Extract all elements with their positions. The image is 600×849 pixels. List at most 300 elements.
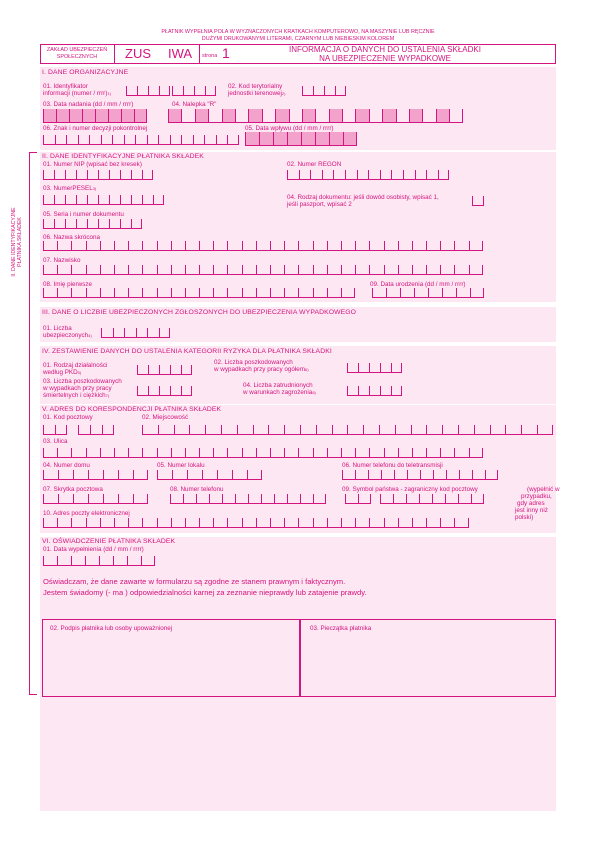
input-cell[interactable] bbox=[128, 448, 142, 458]
input-cell[interactable] bbox=[274, 494, 287, 504]
input-cell[interactable] bbox=[313, 448, 327, 458]
input-cell[interactable] bbox=[327, 288, 341, 298]
input-cell[interactable] bbox=[287, 170, 299, 180]
input-cell[interactable] bbox=[142, 288, 156, 298]
input-cell[interactable] bbox=[112, 135, 124, 145]
input-cell[interactable] bbox=[284, 448, 298, 458]
input-cell[interactable] bbox=[108, 109, 121, 123]
input-cell[interactable] bbox=[426, 518, 440, 528]
input-cell[interactable] bbox=[100, 288, 114, 298]
input-cell[interactable] bbox=[428, 288, 442, 298]
input-cell[interactable] bbox=[181, 386, 192, 396]
input-cell[interactable] bbox=[43, 135, 55, 145]
input-cell[interactable] bbox=[142, 448, 156, 458]
input-cell[interactable] bbox=[181, 109, 194, 123]
input-cell[interactable] bbox=[438, 170, 450, 180]
input-cell[interactable] bbox=[109, 170, 120, 180]
input-cell[interactable] bbox=[270, 518, 284, 528]
input-cell[interactable] bbox=[57, 241, 71, 251]
input-cell[interactable] bbox=[302, 86, 313, 96]
input-cell[interactable] bbox=[205, 86, 216, 96]
input-cell[interactable] bbox=[446, 470, 459, 480]
input-cell[interactable] bbox=[57, 556, 71, 566]
s2-f04-cell[interactable] bbox=[472, 196, 484, 206]
input-cell[interactable] bbox=[43, 425, 55, 435]
input-cell[interactable] bbox=[270, 241, 284, 251]
input-cell[interactable] bbox=[335, 86, 346, 96]
input-cell[interactable] bbox=[185, 288, 199, 298]
input-cell[interactable] bbox=[222, 109, 235, 123]
input-cell[interactable] bbox=[54, 170, 65, 180]
input-cell[interactable] bbox=[76, 195, 87, 205]
input-cell[interactable] bbox=[322, 170, 334, 180]
input-cell[interactable] bbox=[100, 448, 114, 458]
input-cell[interactable] bbox=[358, 494, 371, 504]
input-cell[interactable] bbox=[171, 288, 185, 298]
input-cell[interactable] bbox=[414, 288, 428, 298]
input-cell[interactable] bbox=[148, 86, 159, 96]
input-cell[interactable] bbox=[202, 470, 217, 480]
s5-f01-cells-a[interactable] bbox=[43, 425, 67, 435]
s1-f04-cells[interactable] bbox=[168, 109, 463, 123]
input-cell[interactable] bbox=[268, 425, 284, 435]
input-cell[interactable] bbox=[395, 425, 411, 435]
input-cell[interactable] bbox=[245, 132, 259, 146]
input-cell[interactable] bbox=[114, 518, 128, 528]
s2-f09-cells[interactable] bbox=[372, 288, 484, 298]
s4-f02-cells[interactable] bbox=[347, 363, 402, 373]
input-cell[interactable] bbox=[474, 425, 490, 435]
input-cell[interactable] bbox=[128, 288, 142, 298]
input-cell[interactable] bbox=[73, 494, 88, 504]
input-cell[interactable] bbox=[329, 109, 342, 123]
input-cell[interactable] bbox=[113, 556, 127, 566]
input-cell[interactable] bbox=[472, 470, 485, 480]
input-cell[interactable] bbox=[171, 265, 185, 275]
input-cell[interactable] bbox=[470, 288, 484, 298]
input-cell[interactable] bbox=[298, 265, 312, 275]
input-cell[interactable] bbox=[471, 494, 484, 504]
s2-f07-cells[interactable] bbox=[43, 265, 483, 275]
input-cell[interactable] bbox=[157, 288, 171, 298]
input-cell[interactable] bbox=[232, 470, 247, 480]
s5-f03-cells[interactable] bbox=[43, 448, 483, 458]
input-cell[interactable] bbox=[171, 241, 185, 251]
s5-f06-cells[interactable] bbox=[342, 470, 498, 480]
input-cell[interactable] bbox=[384, 241, 398, 251]
input-cell[interactable] bbox=[270, 448, 284, 458]
input-cell[interactable] bbox=[227, 265, 241, 275]
input-cell[interactable] bbox=[55, 135, 67, 145]
input-cell[interactable] bbox=[332, 425, 348, 435]
input-cell[interactable] bbox=[341, 265, 355, 275]
input-cell[interactable] bbox=[185, 265, 199, 275]
input-cell[interactable] bbox=[459, 470, 472, 480]
input-cell[interactable] bbox=[394, 470, 407, 480]
input-cell[interactable] bbox=[412, 448, 426, 458]
input-cell[interactable] bbox=[43, 518, 57, 528]
input-cell[interactable] bbox=[43, 448, 57, 458]
input-cell[interactable] bbox=[415, 170, 427, 180]
input-cell[interactable] bbox=[158, 135, 170, 145]
input-cell[interactable] bbox=[426, 265, 440, 275]
input-cell[interactable] bbox=[128, 241, 142, 251]
input-cell[interactable] bbox=[380, 363, 391, 373]
input-cell[interactable] bbox=[142, 425, 158, 435]
input-cell[interactable] bbox=[426, 448, 440, 458]
input-cell[interactable] bbox=[172, 470, 187, 480]
input-cell[interactable] bbox=[121, 109, 134, 123]
input-cell[interactable] bbox=[204, 135, 216, 145]
input-cell[interactable] bbox=[98, 195, 109, 205]
input-cell[interactable] bbox=[256, 518, 270, 528]
input-cell[interactable] bbox=[71, 556, 85, 566]
input-cell[interactable] bbox=[310, 170, 322, 180]
s3-f01-cells[interactable] bbox=[101, 328, 170, 338]
input-cell[interactable] bbox=[298, 241, 312, 251]
input-cell[interactable] bbox=[407, 470, 420, 480]
input-cell[interactable] bbox=[66, 135, 78, 145]
input-cell[interactable] bbox=[43, 556, 57, 566]
input-cell[interactable] bbox=[343, 132, 357, 146]
input-cell[interactable] bbox=[171, 448, 185, 458]
input-cell[interactable] bbox=[157, 470, 172, 480]
input-cell[interactable] bbox=[313, 518, 327, 528]
input-cell[interactable] bbox=[380, 170, 392, 180]
input-cell[interactable] bbox=[172, 86, 183, 96]
input-cell[interactable] bbox=[469, 448, 483, 458]
input-cell[interactable] bbox=[440, 265, 454, 275]
s1-f01-cells-b[interactable] bbox=[172, 86, 216, 96]
input-cell[interactable] bbox=[208, 109, 221, 123]
input-cell[interactable] bbox=[393, 494, 406, 504]
input-cell[interactable] bbox=[78, 135, 90, 145]
input-cell[interactable] bbox=[341, 288, 355, 298]
input-cell[interactable] bbox=[71, 288, 85, 298]
input-cell[interactable] bbox=[57, 518, 71, 528]
input-cell[interactable] bbox=[187, 470, 202, 480]
input-cell[interactable] bbox=[380, 494, 393, 504]
input-cell[interactable] bbox=[275, 109, 288, 123]
s2-f08-cells[interactable] bbox=[43, 288, 355, 298]
input-cell[interactable] bbox=[442, 288, 456, 298]
input-cell[interactable] bbox=[148, 365, 159, 375]
input-cell[interactable] bbox=[299, 170, 311, 180]
input-cell[interactable] bbox=[426, 425, 442, 435]
input-cell[interactable] bbox=[248, 494, 261, 504]
input-cell[interactable] bbox=[157, 265, 171, 275]
s5-f05-cells[interactable] bbox=[157, 470, 262, 480]
input-cell[interactable] bbox=[103, 470, 118, 480]
input-cell[interactable] bbox=[242, 288, 256, 298]
input-cell[interactable] bbox=[170, 135, 182, 145]
input-cell[interactable] bbox=[396, 109, 409, 123]
input-cell[interactable] bbox=[369, 241, 383, 251]
input-cell[interactable] bbox=[256, 241, 270, 251]
input-cell[interactable] bbox=[256, 265, 270, 275]
input-cell[interactable] bbox=[355, 470, 368, 480]
input-cell[interactable] bbox=[118, 494, 133, 504]
input-cell[interactable] bbox=[131, 219, 142, 229]
input-cell[interactable] bbox=[118, 470, 133, 480]
input-cell[interactable] bbox=[469, 265, 483, 275]
input-cell[interactable] bbox=[298, 448, 312, 458]
input-cell[interactable] bbox=[213, 265, 227, 275]
input-cell[interactable] bbox=[247, 470, 262, 480]
input-cell[interactable] bbox=[87, 195, 98, 205]
input-cell[interactable] bbox=[86, 241, 100, 251]
input-cell[interactable] bbox=[131, 170, 142, 180]
input-cell[interactable] bbox=[454, 265, 468, 275]
input-cell[interactable] bbox=[126, 86, 137, 96]
input-cell[interactable] bbox=[189, 425, 205, 435]
input-cell[interactable] bbox=[148, 386, 159, 396]
input-cell[interactable] bbox=[284, 425, 300, 435]
input-cell[interactable] bbox=[58, 494, 73, 504]
input-cell[interactable] bbox=[142, 241, 156, 251]
input-cell[interactable] bbox=[433, 470, 446, 480]
input-cell[interactable] bbox=[221, 425, 237, 435]
input-cell[interactable] bbox=[287, 132, 301, 146]
input-cell[interactable] bbox=[327, 518, 341, 528]
input-cell[interactable] bbox=[101, 328, 113, 338]
input-cell[interactable] bbox=[216, 135, 228, 145]
input-cell[interactable] bbox=[384, 265, 398, 275]
input-cell[interactable] bbox=[398, 448, 412, 458]
s2-f03-cells[interactable] bbox=[43, 195, 164, 205]
input-cell[interactable] bbox=[242, 241, 256, 251]
input-cell[interactable] bbox=[301, 132, 315, 146]
input-cell[interactable] bbox=[56, 109, 69, 123]
input-cell[interactable] bbox=[355, 448, 369, 458]
input-cell[interactable] bbox=[521, 425, 537, 435]
input-cell[interactable] bbox=[194, 86, 205, 96]
input-cell[interactable] bbox=[440, 241, 454, 251]
input-cell[interactable] bbox=[73, 470, 88, 480]
input-cell[interactable] bbox=[284, 241, 298, 251]
input-cell[interactable] bbox=[100, 241, 114, 251]
input-cell[interactable] bbox=[100, 265, 114, 275]
input-cell[interactable] bbox=[209, 494, 222, 504]
input-cell[interactable] bbox=[398, 518, 412, 528]
input-cell[interactable] bbox=[193, 135, 205, 145]
input-cell[interactable] bbox=[485, 470, 498, 480]
input-cell[interactable] bbox=[227, 518, 241, 528]
input-cell[interactable] bbox=[458, 425, 474, 435]
input-cell[interactable] bbox=[289, 109, 302, 123]
input-cell[interactable] bbox=[345, 494, 358, 504]
input-cell[interactable] bbox=[369, 386, 380, 396]
input-cell[interactable] bbox=[199, 288, 213, 298]
input-cell[interactable] bbox=[168, 109, 181, 123]
input-cell[interactable] bbox=[379, 425, 395, 435]
input-cell[interactable] bbox=[128, 265, 142, 275]
input-cell[interactable] bbox=[153, 195, 164, 205]
input-cell[interactable] bbox=[284, 265, 298, 275]
input-cell[interactable] bbox=[333, 170, 345, 180]
input-cell[interactable] bbox=[142, 265, 156, 275]
input-cell[interactable] bbox=[57, 288, 71, 298]
input-cell[interactable] bbox=[398, 265, 412, 275]
input-cell[interactable] bbox=[363, 425, 379, 435]
input-cell[interactable] bbox=[316, 425, 332, 435]
s2-f06-cells[interactable] bbox=[43, 241, 483, 251]
input-cell[interactable] bbox=[358, 363, 369, 373]
input-cell[interactable] bbox=[449, 109, 462, 123]
input-cell[interactable] bbox=[199, 448, 213, 458]
input-cell[interactable] bbox=[124, 135, 136, 145]
input-cell[interactable] bbox=[440, 448, 454, 458]
input-cell[interactable] bbox=[426, 170, 438, 180]
input-cell[interactable] bbox=[76, 219, 87, 229]
input-cell[interactable] bbox=[142, 518, 156, 528]
input-cell[interactable] bbox=[386, 288, 400, 298]
input-cell[interactable] bbox=[159, 386, 170, 396]
input-cell[interactable] bbox=[86, 288, 100, 298]
input-cell[interactable] bbox=[199, 241, 213, 251]
input-cell[interactable] bbox=[171, 518, 185, 528]
input-cell[interactable] bbox=[537, 425, 553, 435]
input-cell[interactable] bbox=[327, 241, 341, 251]
input-cell[interactable] bbox=[313, 494, 326, 504]
input-cell[interactable] bbox=[287, 494, 300, 504]
input-cell[interactable] bbox=[120, 219, 131, 229]
input-cell[interactable] bbox=[133, 494, 148, 504]
input-cell[interactable] bbox=[235, 494, 248, 504]
input-cell[interactable] bbox=[113, 328, 125, 338]
input-cell[interactable] bbox=[136, 328, 148, 338]
input-cell[interactable] bbox=[284, 288, 298, 298]
input-cell[interactable] bbox=[259, 132, 273, 146]
input-cell[interactable] bbox=[368, 170, 380, 180]
input-cell[interactable] bbox=[100, 518, 114, 528]
input-cell[interactable] bbox=[432, 494, 445, 504]
s5-f09-postcode-cells[interactable] bbox=[380, 494, 484, 504]
input-cell[interactable] bbox=[99, 556, 113, 566]
input-cell[interactable] bbox=[256, 288, 270, 298]
input-cell[interactable] bbox=[284, 518, 298, 528]
input-cell[interactable] bbox=[170, 386, 181, 396]
input-cell[interactable] bbox=[43, 219, 54, 229]
input-cell[interactable] bbox=[181, 365, 192, 375]
input-cell[interactable] bbox=[157, 518, 171, 528]
input-cell[interactable] bbox=[57, 448, 71, 458]
s6-f01-cells[interactable] bbox=[43, 556, 155, 566]
input-cell[interactable] bbox=[43, 494, 58, 504]
input-cell[interactable] bbox=[372, 288, 386, 298]
input-cell[interactable] bbox=[355, 241, 369, 251]
input-cell[interactable] bbox=[65, 219, 76, 229]
input-cell[interactable] bbox=[71, 265, 85, 275]
input-cell[interactable] bbox=[174, 425, 190, 435]
input-cell[interactable] bbox=[213, 288, 227, 298]
input-cell[interactable] bbox=[137, 386, 148, 396]
input-cell[interactable] bbox=[242, 448, 256, 458]
input-cell[interactable] bbox=[159, 365, 170, 375]
input-cell[interactable] bbox=[341, 241, 355, 251]
input-cell[interactable] bbox=[227, 288, 241, 298]
input-cell[interactable] bbox=[398, 241, 412, 251]
input-cell[interactable] bbox=[490, 425, 506, 435]
s5-f09-country-cells[interactable] bbox=[345, 494, 371, 504]
input-cell[interactable] bbox=[369, 109, 382, 123]
s4-f01-cells[interactable] bbox=[137, 365, 192, 375]
input-cell[interactable] bbox=[419, 494, 432, 504]
input-cell[interactable] bbox=[58, 470, 73, 480]
input-cell[interactable] bbox=[114, 265, 128, 275]
input-cell[interactable] bbox=[358, 386, 369, 396]
input-cell[interactable] bbox=[199, 265, 213, 275]
input-cell[interactable] bbox=[128, 518, 142, 528]
input-cell[interactable] bbox=[369, 363, 380, 373]
input-cell[interactable] bbox=[422, 109, 435, 123]
input-cell[interactable] bbox=[222, 494, 235, 504]
input-cell[interactable] bbox=[315, 109, 328, 123]
input-cell[interactable] bbox=[411, 425, 427, 435]
input-cell[interactable] bbox=[400, 288, 414, 298]
input-cell[interactable] bbox=[159, 86, 170, 96]
input-cell[interactable] bbox=[90, 425, 102, 435]
input-cell[interactable] bbox=[109, 195, 120, 205]
input-cell[interactable] bbox=[324, 86, 335, 96]
input-cell[interactable] bbox=[78, 425, 90, 435]
input-cell[interactable] bbox=[87, 170, 98, 180]
input-cell[interactable] bbox=[409, 109, 422, 123]
input-cell[interactable] bbox=[412, 265, 426, 275]
input-cell[interactable] bbox=[147, 135, 159, 145]
input-cell[interactable] bbox=[315, 132, 329, 146]
input-cell[interactable] bbox=[382, 109, 395, 123]
input-cell[interactable] bbox=[183, 494, 196, 504]
input-cell[interactable] bbox=[327, 265, 341, 275]
s5-f04-cells[interactable] bbox=[43, 470, 148, 480]
input-cell[interactable] bbox=[357, 170, 369, 180]
input-cell[interactable] bbox=[82, 109, 95, 123]
input-cell[interactable] bbox=[380, 386, 391, 396]
input-cell[interactable] bbox=[505, 425, 521, 435]
input-cell[interactable] bbox=[76, 170, 87, 180]
input-cell[interactable] bbox=[69, 109, 82, 123]
input-cell[interactable] bbox=[442, 425, 458, 435]
input-cell[interactable] bbox=[302, 109, 315, 123]
input-cell[interactable] bbox=[195, 109, 208, 123]
s1-f03-cells[interactable] bbox=[43, 109, 147, 123]
input-cell[interactable] bbox=[127, 556, 141, 566]
input-cell[interactable] bbox=[412, 518, 426, 528]
input-cell[interactable] bbox=[412, 241, 426, 251]
input-cell[interactable] bbox=[242, 518, 256, 528]
input-cell[interactable] bbox=[114, 448, 128, 458]
input-cell[interactable] bbox=[454, 518, 468, 528]
s4-f04-cells[interactable] bbox=[347, 386, 402, 396]
input-cell[interactable] bbox=[98, 170, 109, 180]
s1-f01-cells-a[interactable] bbox=[126, 86, 170, 96]
input-cell[interactable] bbox=[87, 219, 98, 229]
input-cell[interactable] bbox=[133, 470, 148, 480]
input-cell[interactable] bbox=[227, 448, 241, 458]
input-cell[interactable] bbox=[355, 518, 369, 528]
s2-f02-cells[interactable] bbox=[287, 170, 449, 180]
input-cell[interactable] bbox=[436, 109, 449, 123]
input-cell[interactable] bbox=[237, 425, 253, 435]
input-cell[interactable] bbox=[185, 448, 199, 458]
input-cell[interactable] bbox=[420, 470, 433, 480]
input-cell[interactable] bbox=[248, 109, 261, 123]
input-cell[interactable] bbox=[217, 470, 232, 480]
input-cell[interactable] bbox=[120, 195, 131, 205]
input-cell[interactable] bbox=[102, 425, 114, 435]
input-cell[interactable] bbox=[313, 265, 327, 275]
